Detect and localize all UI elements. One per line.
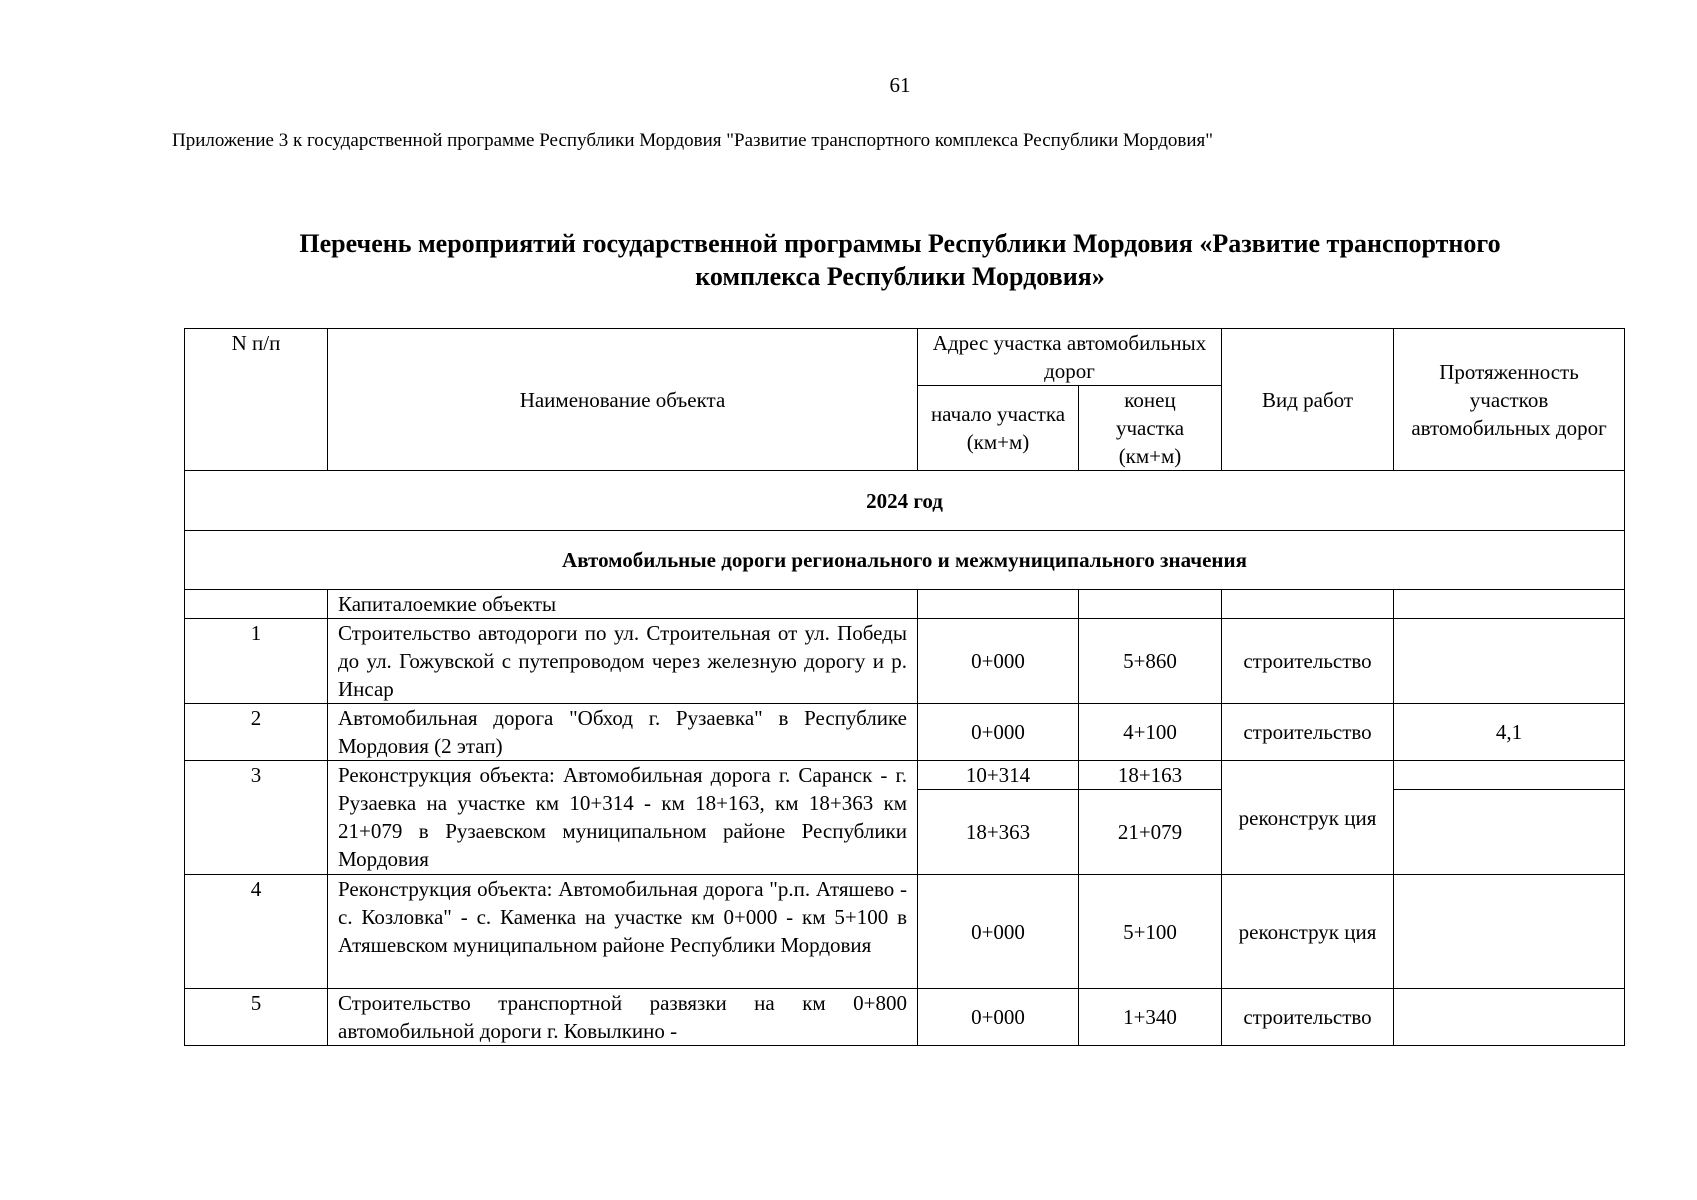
- row-work: строительство: [1222, 619, 1394, 704]
- group-end: [1079, 590, 1222, 619]
- section-row: [185, 531, 1625, 590]
- section-heading: Автомобильные дороги регионального и межмуниципального значения: [185, 531, 1625, 590]
- row-length-b: [1394, 790, 1625, 875]
- row-length: [1394, 619, 1625, 704]
- row-end-a: 18+163: [1079, 761, 1222, 790]
- row-name: Автомобильная дорога "Обход г. Рузаевка" в Республике Мордовия (2 этап): [328, 704, 918, 761]
- row-length: 4,1: [1394, 704, 1625, 761]
- measures-table: [184, 328, 1625, 1046]
- header-name: Наименование объекта: [328, 329, 918, 471]
- header-work: Вид работ: [1222, 329, 1394, 471]
- row-work: строительство: [1222, 989, 1394, 1046]
- table-row: [185, 875, 1625, 989]
- row-name: Реконструкция объекта: Автомобильная дорога г. Саранск - г. Рузаевка на участке км 10+314 - км 18+163, км 18+363 км 21+079 в Рузаевском муниципальном районе Республики Мордовия: [328, 761, 918, 875]
- row-end: 5+860: [1079, 619, 1222, 704]
- row-name: Строительство транспортной развязки на км 0+800 автомобильной дороги г. Ковылкино -: [328, 989, 918, 1046]
- row-length: [1394, 875, 1625, 989]
- row-start: 0+000: [918, 875, 1079, 989]
- row-name: Реконструкция объекта: Автомобильная дорога "р.п. Атяшево - с. Козловка" - с. Каменка на участке км 0+000 - км 5+100 в Атяшевском муниципальном районе Республики Мордовия: [328, 875, 918, 989]
- table-header-row: [185, 329, 1625, 386]
- header-start: начало участка (км+м): [918, 386, 1079, 471]
- table-row: [185, 619, 1625, 704]
- header-length: Протяженность участков автомобильных дорог: [1394, 329, 1625, 471]
- row-end: 1+340: [1079, 989, 1222, 1046]
- row-num: 3: [185, 761, 328, 875]
- header-address: Адрес участка автомобильных дорог: [918, 329, 1222, 386]
- row-start: 0+000: [918, 619, 1079, 704]
- row-num: 1: [185, 619, 328, 704]
- header-end: конец участка (км+м): [1079, 386, 1222, 471]
- row-start: 0+000: [918, 704, 1079, 761]
- row-length-a: [1394, 761, 1625, 790]
- row-start: 0+000: [918, 989, 1079, 1046]
- table-row: [185, 989, 1625, 1046]
- document-title-line-2: комплекса Республики Мордовия»: [695, 262, 1105, 291]
- row-length: [1394, 989, 1625, 1046]
- row-work: реконструк ция: [1222, 875, 1394, 989]
- row-work: реконструк ция: [1222, 761, 1394, 875]
- row-num: 4: [185, 875, 328, 989]
- year-heading: 2024 год: [185, 471, 1625, 531]
- row-end: 4+100: [1079, 704, 1222, 761]
- row-num: 5: [185, 989, 328, 1046]
- page-number: 61: [889, 73, 911, 97]
- row-num: 2: [185, 704, 328, 761]
- header-num: N п/п: [185, 329, 328, 471]
- group-work: [1222, 590, 1394, 619]
- document-title-line-1: Перечень мероприятий государственной программы Республики Мордовия «Развитие транспортного: [299, 229, 1501, 258]
- table-row: [185, 704, 1625, 761]
- group-row: [185, 590, 1625, 619]
- document-title: [220, 227, 1580, 293]
- row-end: 5+100: [1079, 875, 1222, 989]
- year-row: [185, 471, 1625, 531]
- group-name: Капиталоемкие объекты: [328, 590, 918, 619]
- row-name: Строительство автодороги по ул. Строительная от ул. Победы до ул. Гожувской с путепроводом через железную дорогу и р. Инсар: [328, 619, 918, 704]
- group-num: [185, 590, 328, 619]
- group-start: [918, 590, 1079, 619]
- row-end-b: 21+079: [1079, 790, 1222, 875]
- appendix-caption: Приложение 3 к государственной программе Республики Мордовия "Развитие транспортного комплекса Республики Мордовия": [172, 130, 1214, 151]
- group-length: [1394, 590, 1625, 619]
- row-work: строительство: [1222, 704, 1394, 761]
- row-start-b: 18+363: [918, 790, 1079, 875]
- table-row: [185, 761, 1625, 790]
- row-start-a: 10+314: [918, 761, 1079, 790]
